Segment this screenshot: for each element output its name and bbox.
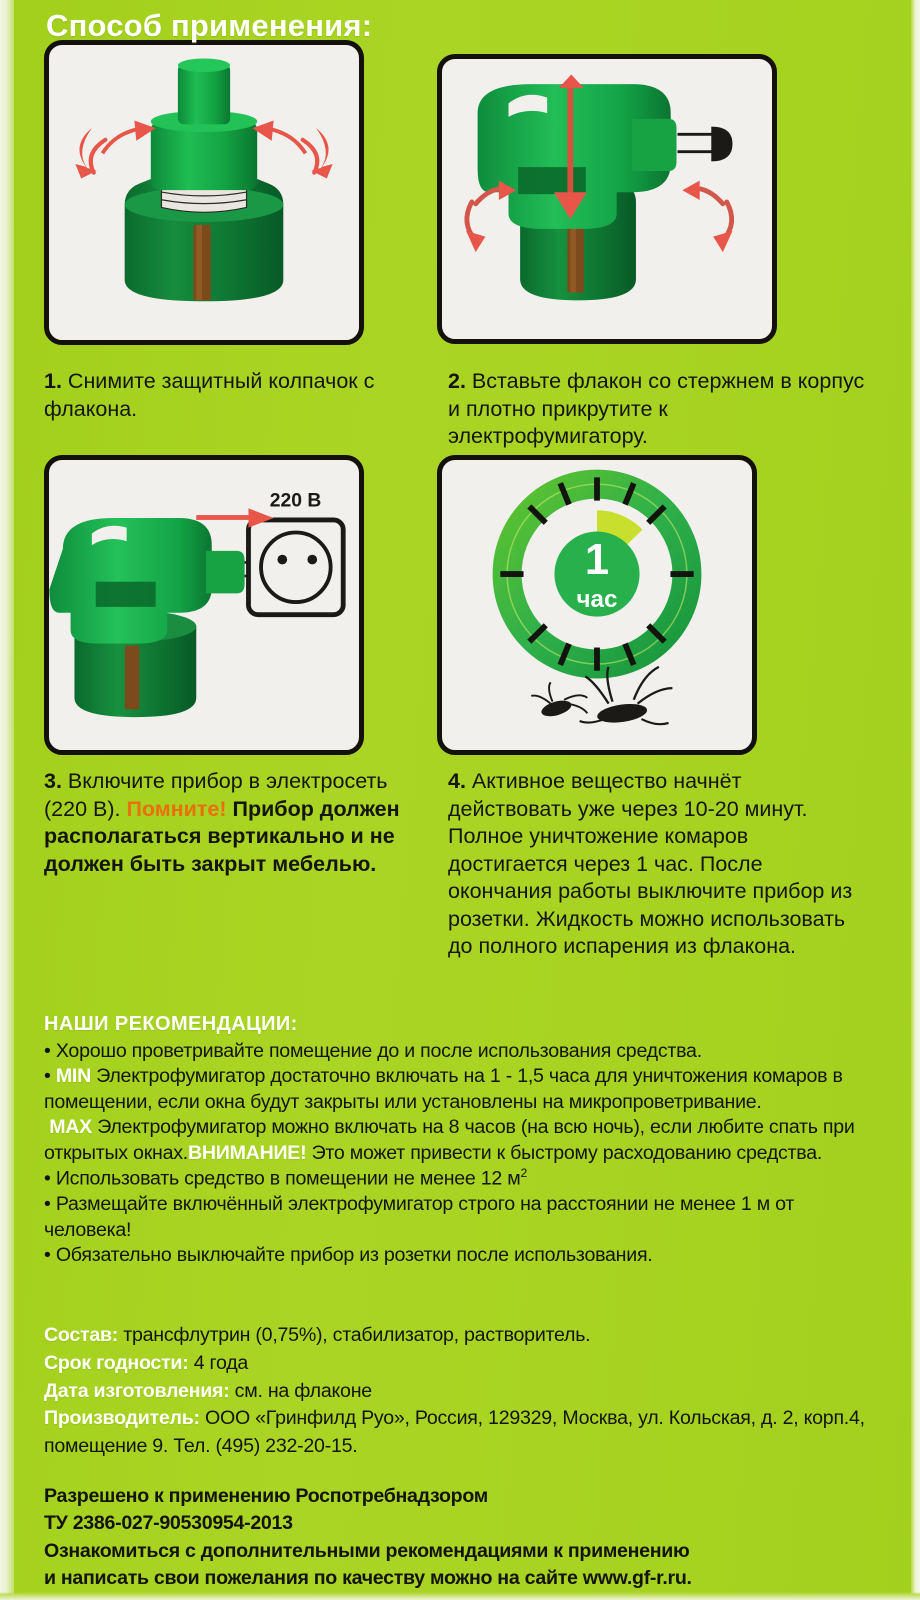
- package-left-edge: [0, 0, 14, 1600]
- spec-value-manufacture-date: см. на флаконе: [229, 1379, 372, 1402]
- recommendations-heading: НАШИ РЕКОМЕНДАЦИИ:: [44, 1013, 298, 1035]
- plug-into-socket-illustration: [44, 455, 364, 755]
- area-superscript: 2: [520, 1166, 527, 1181]
- bullet: •: [44, 1167, 51, 1190]
- step-3-text: Включите прибор в электросеть (220 В).: [44, 769, 388, 821]
- step-3-number: 3.: [44, 769, 62, 793]
- spec-label-manufacture-date: Дата изготовления:: [44, 1379, 230, 1402]
- page-title: Способ применения:: [46, 8, 373, 43]
- recommendation-text-2: Это может привести к быстрому расходованию средства.: [306, 1141, 823, 1164]
- legal-line-tu-code: ТУ 2386-027-90530954-2013: [44, 1512, 293, 1535]
- legal-line-more-info-2: и написать свои пожелания по качеству можно на сайте www.gf-r.ru.: [44, 1567, 692, 1590]
- step-3-caption: [44, 768, 424, 878]
- package-right-edge: [911, 0, 920, 1600]
- bullet: •: [44, 1244, 51, 1267]
- package-bottom-edge: [0, 1592, 920, 1600]
- one-hour-timer-illustration: [437, 455, 757, 755]
- step-4-text: Активное вещество начнёт действовать уже через 10-20 минут. Полное уничтожение комаров достигается через 1 час. После окончания работы выключите прибор из розетки. Жидкость можно использовать до полного испарения из флакона.: [448, 769, 853, 959]
- spec-value-composition: трансфлутрин (0,75%), стабилизатор, растворитель.: [118, 1324, 591, 1346]
- bullet: •: [44, 1040, 51, 1062]
- step-2-caption: [448, 368, 868, 451]
- recommendation-text: Использовать средство в помещении не менее 12 м: [50, 1167, 521, 1190]
- bottle-cap-removal-illustration: [44, 40, 364, 345]
- legal-line-approval: Разрешено к применению Роспотребнадзором: [44, 1485, 488, 1507]
- step-1-caption: [44, 368, 414, 423]
- legal-section: [44, 1483, 894, 1593]
- spec-label-manufacturer: Производитель:: [44, 1407, 200, 1430]
- recommendation-item: [44, 1192, 884, 1243]
- recommendation-text: Размещайте включённый электрофумигатор строго на расстоянии не менее 1 м от человека!: [44, 1193, 795, 1241]
- bottle-insertion-illustration: [437, 54, 777, 344]
- min-badge: MIN: [55, 1065, 91, 1088]
- spec-row: [44, 1322, 894, 1350]
- step-4-number: 4.: [448, 769, 466, 793]
- spec-value-manufacturer: ООО «Гринфилд Руо», Россия, 129329, Москва, ул. Кольская, д. 2, корп.4, помещение 9. Тел. (495) 232-20-15.: [44, 1407, 865, 1458]
- step-1-text: Снимите защитный колпачок с флакона.: [44, 369, 375, 421]
- step-3-bold-text: Прибор должен располагаться вертикально и не должен быть закрыт мебелью.: [44, 796, 400, 876]
- recommendations-section: [44, 1013, 884, 1269]
- spec-row: [44, 1378, 894, 1406]
- step-2-text: Вставьте флакон со стержнем в корпус и плотно прикрутите к электрофумигатору.: [448, 369, 865, 449]
- recommendation-item: [44, 1243, 884, 1268]
- spec-label-composition: Состав:: [44, 1324, 119, 1346]
- recommendation-item: [44, 1115, 884, 1166]
- recommendation-item: [44, 1039, 884, 1064]
- max-badge: MAX: [49, 1116, 92, 1139]
- recommendation-item: [44, 1064, 884, 1115]
- step-4-caption: [448, 768, 868, 961]
- product-specs-section: [44, 1322, 894, 1461]
- spec-row: [44, 1405, 894, 1461]
- spec-label-shelf-life: Срок годности:: [44, 1351, 189, 1374]
- spec-value-shelf-life: 4 года: [188, 1351, 249, 1374]
- spec-row: [44, 1350, 894, 1378]
- step-1-number: 1.: [44, 369, 62, 393]
- legal-line-more-info-1: Ознакомиться с дополнительными рекомендациями к применению: [44, 1539, 690, 1562]
- recommendation-text: Хорошо проветривайте помещение до и после использования средства.: [50, 1040, 702, 1062]
- step-3-warning-label: Помните!: [126, 796, 227, 821]
- attention-badge: ВНИМАНИЕ!: [187, 1141, 307, 1164]
- socket-voltage-label: 220 В: [269, 490, 322, 512]
- bullet: •: [44, 1193, 51, 1216]
- recommendation-item: [44, 1166, 884, 1192]
- bullet: •: [44, 1065, 51, 1088]
- recommendation-text: Электрофумигатор можно включать на 8 часов (на всю ночь), если любите спать при открытых окнах.: [44, 1116, 855, 1164]
- recommendation-text: Обязательно выключайте прибор из розетки после использования.: [50, 1244, 653, 1267]
- timer-hour-unit: час: [576, 585, 618, 613]
- timer-hour-number: 1: [584, 536, 610, 585]
- step-2-number: 2.: [448, 369, 466, 393]
- recommendation-text: Электрофумигатор достаточно включать на 1 - 1,5 часа для уничтожения комаров в помещении, если окна будут закрыты или установлены на микропроветривание.: [44, 1065, 843, 1113]
